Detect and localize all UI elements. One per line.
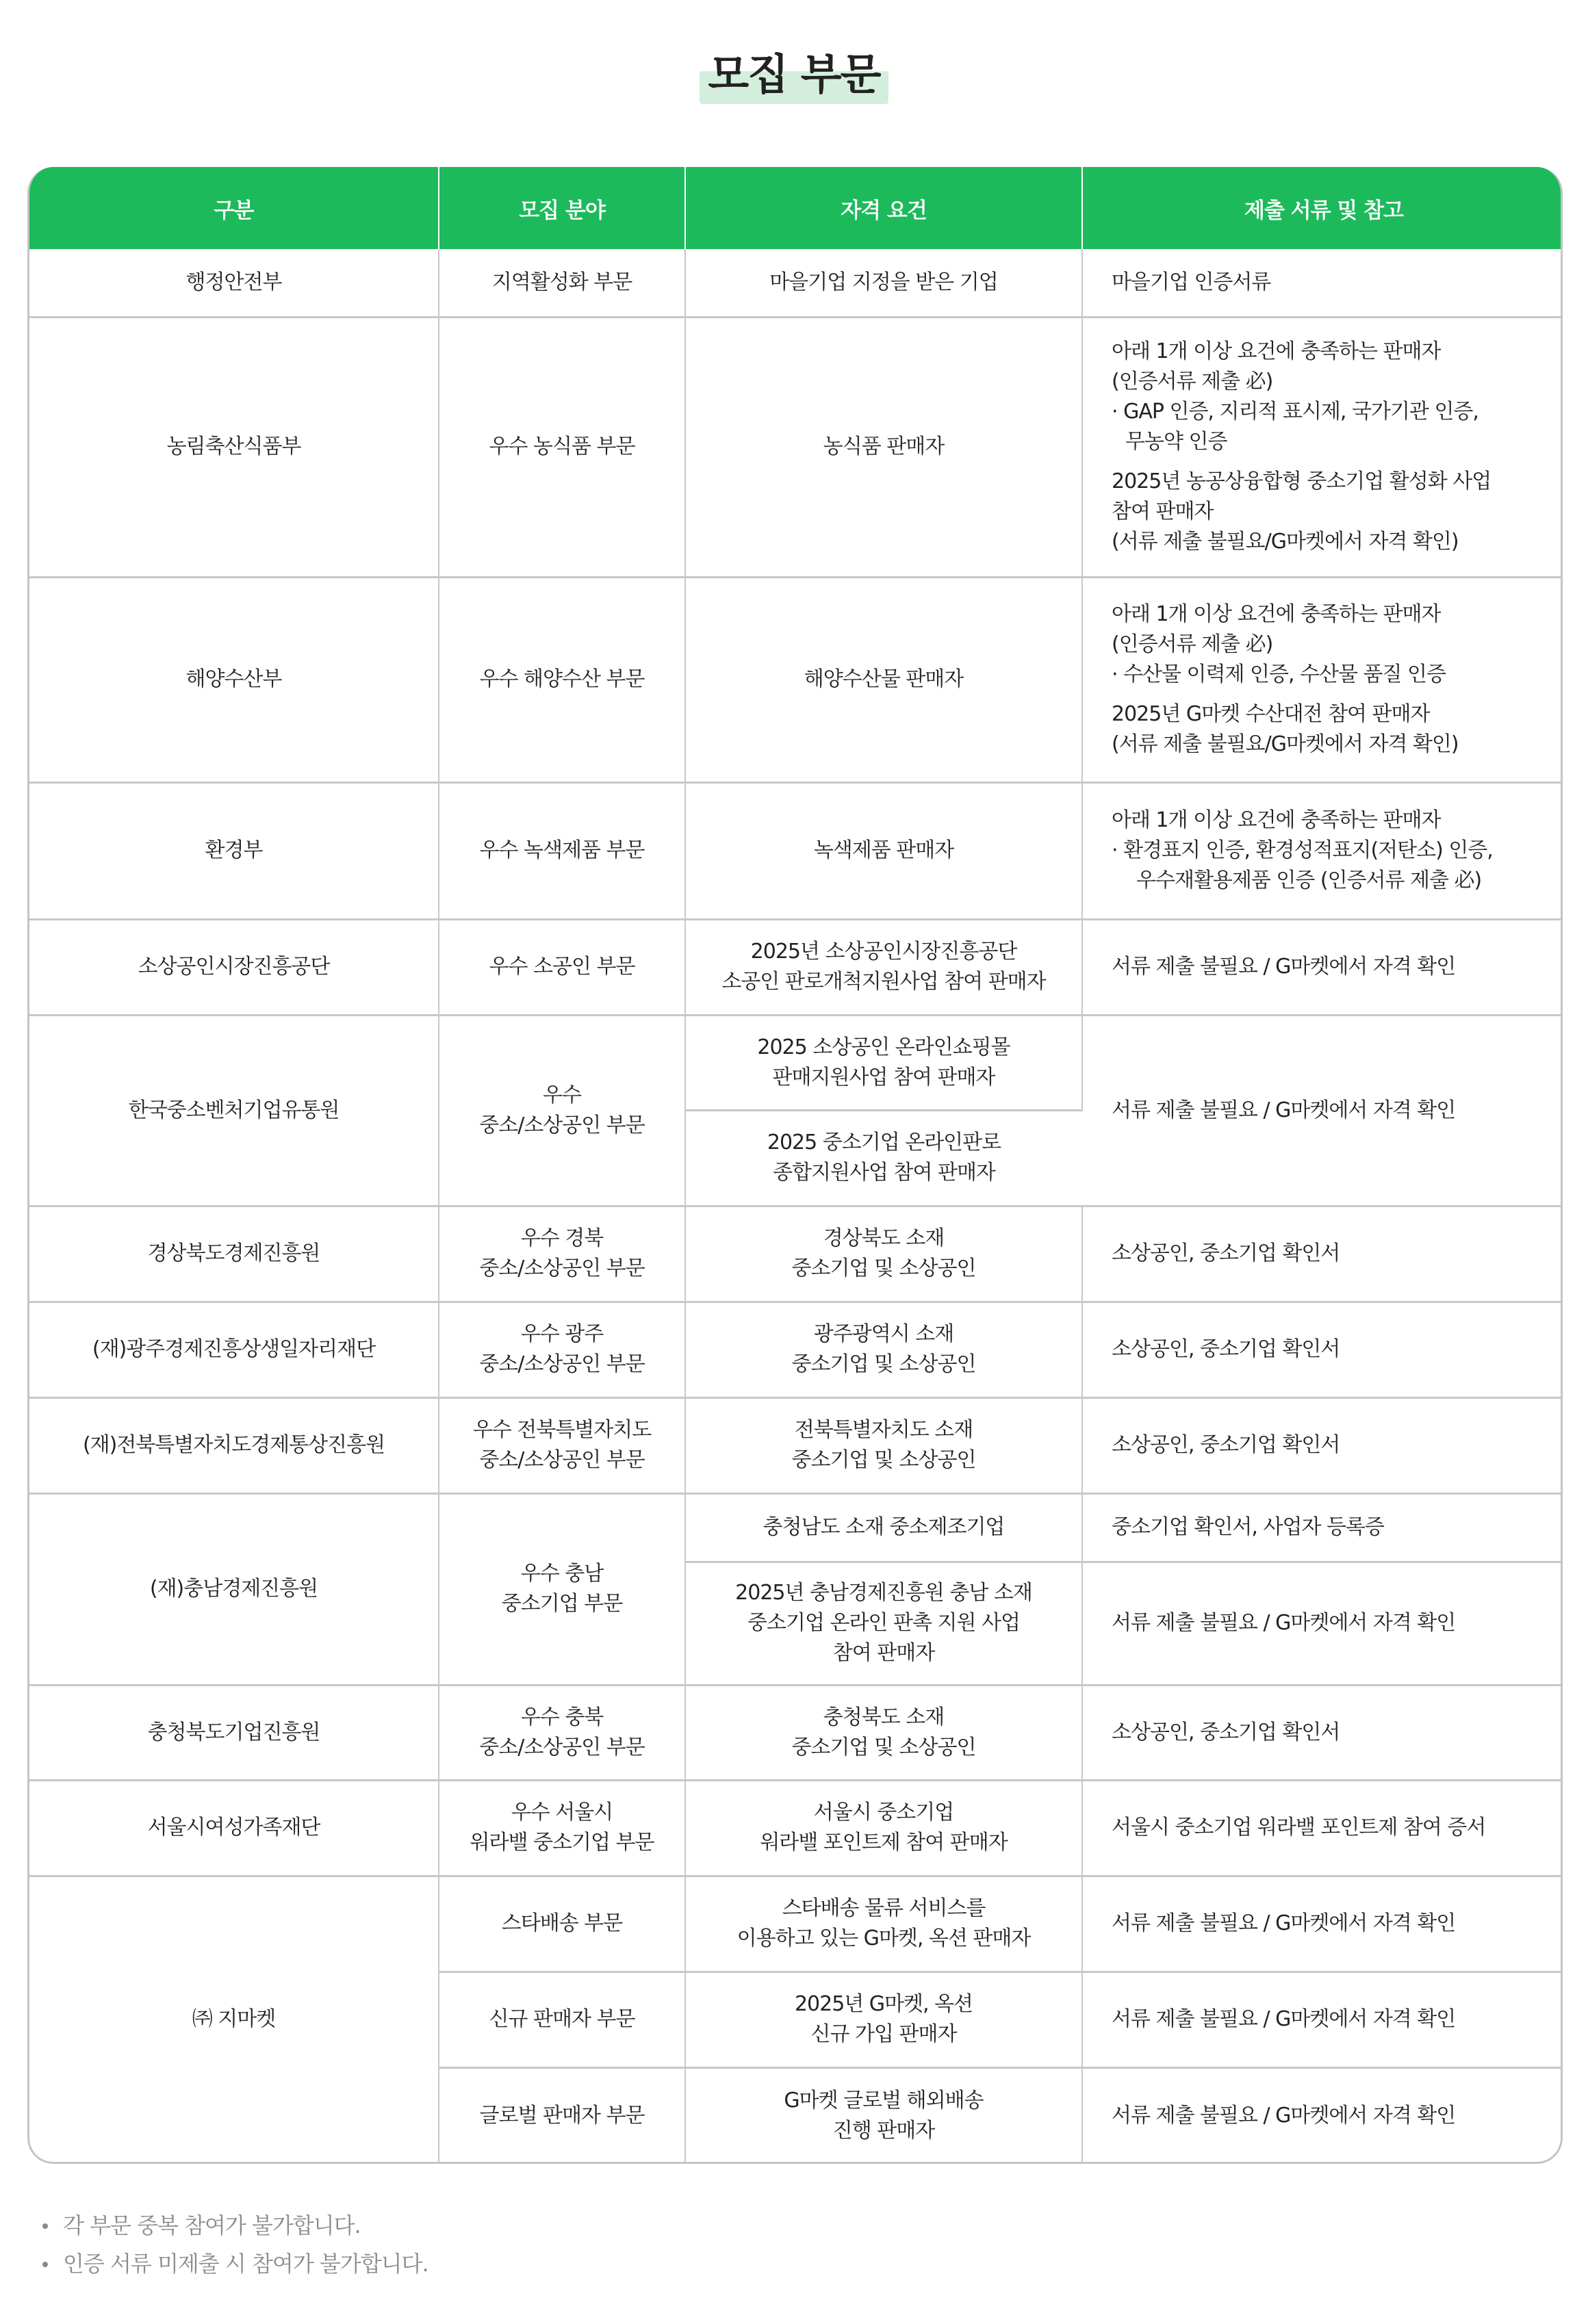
org-cell: 충청북도기업진흥원: [29, 1685, 439, 1780]
org-cell: 농림축산식품부: [29, 317, 439, 577]
field-cell: 우수 서울시 워라밸 중소기업 부문: [439, 1780, 685, 1876]
req-cell: 2025년 충남경제진흥원 충남 소재 중소기업 온라인 판촉 지원 사업 참여 판매자: [685, 1562, 1082, 1685]
docs-cell: 아래 1개 이상 요건에 충족하는 판매자 (인증서류 제출 必) · GAP 인증, 지리적 표시제, 국가기관 인증, 무농약 인증 2025년 농공상융합형 중소기업 활성화 사업 참여 판매자 (서류 제출 불필요/G마켓에서 자격 확인): [1082, 317, 1563, 577]
field-cell: 우수 경북 중소/소상공인 부문: [439, 1206, 685, 1302]
docs-cell: 서류 제출 불필요 / G마켓에서 자격 확인: [1082, 1562, 1563, 1685]
table-row: [29, 1685, 1563, 1780]
org-cell: 서울시여성가족재단: [29, 1780, 439, 1876]
field-cell: 우수 소공인 부문: [439, 919, 685, 1015]
page-title: 모집 부문: [704, 53, 884, 96]
docs-cell: 소상공인, 중소기업 확인서: [1082, 1397, 1563, 1493]
notes-list: [40, 2206, 428, 2283]
org-cell: (재)광주경제진흥상생일자리재단: [29, 1302, 439, 1397]
req-cell: 해양수산물 판매자: [685, 577, 1082, 782]
table-row: [29, 1780, 1563, 1876]
req-cell: 마을기업 지정을 받은 기업: [685, 249, 1082, 317]
req-cell: G마켓 글로벌 해외배송 진행 판매자: [685, 2067, 1082, 2163]
docs-cell: 아래 1개 이상 요건에 충족하는 판매자 · 환경표지 인증, 환경성적표지(저탄소) 인증, 우수재활용제품 인증 (인증서류 제출 必): [1082, 782, 1563, 919]
table-row: [29, 1876, 1563, 1972]
org-cell: 환경부: [29, 782, 439, 919]
docs-cell: 소상공인, 중소기업 확인서: [1082, 1685, 1563, 1780]
table-row: [29, 1015, 1563, 1110]
field-cell: 우수 농식품 부문: [439, 317, 685, 577]
field-cell: 우수 해양수산 부문: [439, 577, 685, 782]
org-cell: 경상북도경제진흥원: [29, 1206, 439, 1302]
field-cell: 우수 녹색제품 부문: [439, 782, 685, 919]
table-row: [29, 249, 1563, 317]
field-cell: 우수 충북 중소/소상공인 부문: [439, 1685, 685, 1780]
docs-cell: 서류 제출 불필요 / G마켓에서 자격 확인: [1112, 2103, 1456, 2128]
field-cell: 신규 판매자 부문: [439, 1972, 685, 2067]
field-cell: 우수 광주 중소/소상공인 부문: [439, 1302, 685, 1397]
field-cell: 글로벌 판매자 부문: [439, 2067, 685, 2163]
req-cell: 전북특별자치도 소재 중소기업 및 소상공인: [685, 1397, 1082, 1493]
docs-cell: 서류 제출 불필요 / G마켓에서 자격 확인: [1082, 1015, 1563, 1206]
req-cell: 녹색제품 판매자: [685, 782, 1082, 919]
req-cell: 경상북도 소재 중소기업 및 소상공인: [685, 1206, 1082, 1302]
req-cell: 충청남도 소재 중소제조기업: [685, 1493, 1082, 1562]
table-row: [29, 1493, 1563, 1562]
field-cell: 우수 중소/소상공인 부문: [439, 1015, 685, 1206]
req-cell: 충청북도 소재 중소기업 및 소상공인: [685, 1685, 1082, 1780]
org-cell: ㈜ 지마켓: [29, 1876, 439, 2163]
docs-cell: 소상공인, 중소기업 확인서: [1082, 1302, 1563, 1397]
header-category: 구분: [29, 167, 439, 249]
table-row: [29, 782, 1563, 919]
docs-cell: 중소기업 확인서, 사업자 등록증: [1082, 1493, 1563, 1562]
header-documents: 제출 서류 및 참고: [1082, 167, 1563, 249]
docs-cell: 서류 제출 불필요 / G마켓에서 자격 확인: [1082, 919, 1563, 1015]
title-area: [0, 49, 1588, 99]
field-cell: 우수 충남 중소기업 부문: [439, 1493, 685, 1685]
req-cell: 2025년 G마켓, 옥션 신규 가입 판매자: [685, 1972, 1082, 2067]
req-cell: 스타배송 물류 서비스를 이용하고 있는 G마켓, 옥션 판매자: [685, 1876, 1082, 1972]
note-item: 인증 서류 미제출 시 참여가 불가합니다.: [40, 2245, 428, 2283]
recruitment-table: [27, 167, 1563, 2164]
req-cell: 광주광역시 소재 중소기업 및 소상공인: [685, 1302, 1082, 1397]
field-cell: 우수 전북특별자치도 중소/소상공인 부문: [439, 1397, 685, 1493]
header-requirements: 자격 요건: [685, 167, 1082, 249]
req-cell: 2025 중소기업 온라인판로 종합지원사업 참여 판매자: [685, 1110, 1082, 1206]
org-cell: 해양수산부: [29, 577, 439, 782]
docs-cell: 마을기업 인증서류: [1082, 249, 1563, 317]
req-cell: 2025 소상공인 온라인쇼핑몰 판매지원사업 참여 판매자: [685, 1015, 1082, 1110]
req-cell: 2025년 소상공인시장진흥공단 소공인 판로개척지원사업 참여 판매자: [685, 919, 1082, 1015]
docs-cell: 서류 제출 불필요 / G마켓에서 자격 확인: [1082, 1876, 1563, 1972]
docs-cell: 서울시 중소기업 워라밸 포인트제 참여 증서: [1082, 1780, 1563, 1876]
field-cell: 스타배송 부문: [439, 1876, 685, 1972]
table-row: [29, 919, 1563, 1015]
docs-cell: 소상공인, 중소기업 확인서: [1082, 1206, 1563, 1302]
table-header-row: [29, 167, 1563, 249]
org-cell: 행정안전부: [29, 249, 439, 317]
table-row: [29, 1206, 1563, 1302]
table-row: [29, 317, 1563, 577]
org-cell: 소상공인시장진흥공단: [29, 919, 439, 1015]
table-row: [29, 577, 1563, 782]
docs-cell: 서류 제출 불필요 / G마켓에서 자격 확인: [1082, 1972, 1563, 2067]
table-row: [29, 1397, 1563, 1493]
docs-cell: 아래 1개 이상 요건에 충족하는 판매자 (인증서류 제출 必) · 수산물 이력제 인증, 수산물 품질 인증 2025년 G마켓 수산대전 참여 판매자 (서류 제출 불필요/G마켓에서 자격 확인): [1082, 577, 1563, 782]
header-field: 모집 분야: [439, 167, 685, 249]
org-cell: (재)전북특별자치도경제통상진흥원: [29, 1397, 439, 1493]
table-row: [29, 1302, 1563, 1397]
req-cell: 농식품 판매자: [685, 317, 1082, 577]
field-cell: 지역활성화 부문: [439, 249, 685, 317]
note-item: 각 부문 중복 참여가 불가합니다.: [40, 2206, 428, 2245]
org-cell: 한국중소벤처기업유통원: [29, 1015, 439, 1206]
org-cell: (재)충남경제진흥원: [29, 1493, 439, 1685]
req-cell: 서울시 중소기업 워라밸 포인트제 참여 판매자: [685, 1780, 1082, 1876]
